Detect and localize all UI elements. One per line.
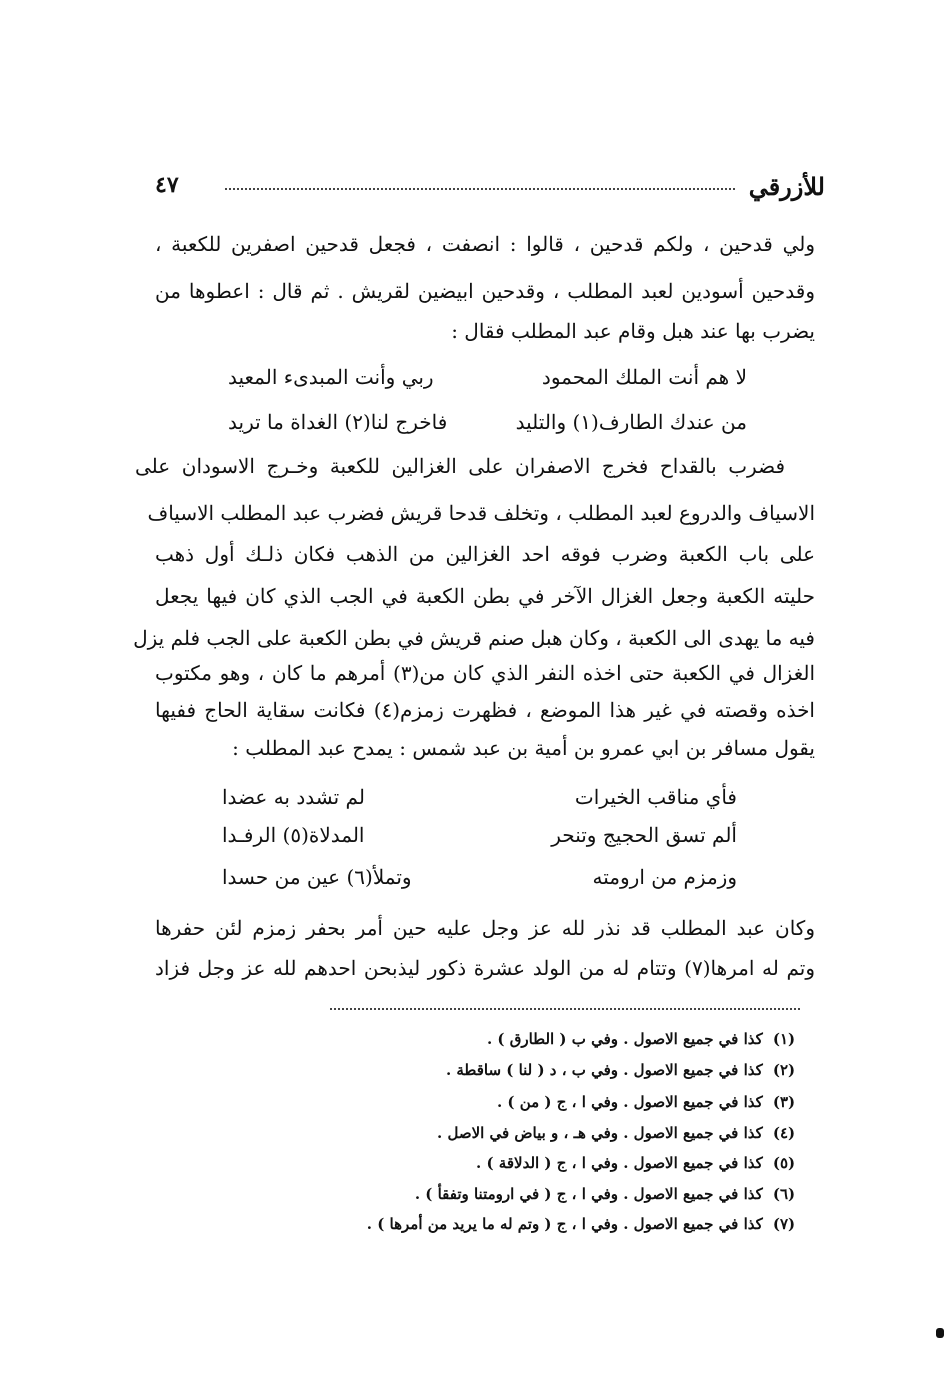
footnote-number: (٦) [772,1185,796,1203]
footnote [367,1215,800,1233]
text-line: يقول مسافر بن ابي عمرو بن أمية بن عبد شمس : يمدح عبد المطلب : [232,736,815,760]
footnote [476,1154,800,1172]
footnote-number: (٢) [772,1061,796,1079]
page-number: ٤٧ [155,172,179,198]
verse-hemistich-right: من عندك الطارف(١) والتليد [515,410,747,434]
verse-hemistich-right: وزمزم من ارومته [592,865,737,889]
verse-hemistich-right: ألم تسق الحجيج وتنحر [551,823,737,847]
footnote-text: كذا في جميع الاصول . وفي ا ، ج ( من ) . [496,1093,763,1111]
footnote [446,1061,800,1079]
text-line: ولي قدحين ، ولكم قدحين ، قالوا : انصفت ، فجعل قدحين اصفرين للكعبة ، [155,232,815,256]
text-line: فضرب بالقداح فخرج الاصفران على الغزالين للكعبة وخـرج الاسودان على [135,454,785,478]
verse-hemistich-right: لا هم أنت الملك المحمود [541,365,747,389]
footnote-text: كذا في جميع الاصول . وفي ا ، ج ( وتم له ما يريد من أمرها ) . [366,1215,763,1233]
footnote-number: (٤) [772,1124,796,1142]
verse-hemistich-left: ربي وأنت المبدىء المعيد [228,365,434,389]
text-line: وقدحين أسودين لعبد المطلب ، وقدحين ابيضين لقريش . ثم قال : اعطوها من [155,279,815,303]
text-line: وكان عبد المطلب قد نذر لله عز وجل عليه حين أمر بحفر زمزم لئن حفرها [155,916,815,940]
page-header [155,172,825,212]
footnote [497,1093,800,1111]
footnote-number: (٧) [772,1215,796,1233]
footnote-text: كذا في جميع الاصول . وفي هـ ، و بياض في الاصل . [437,1124,763,1142]
footnote-text: كذا في جميع الاصول . وفي ب ( الطارق ) . [486,1030,763,1048]
footnote-text: كذا في جميع الاصول . وفي ا ، ج ( الدلاقة ) . [476,1154,763,1172]
text-line: الاسياف والدروع لعبد المطلب ، وتخلف قدحا قريش فضرب عبد المطلب الاسياف [147,501,815,525]
text-line: على باب الكعبة وضرب فوقه احد الغزالين من الذهب فكان ذلـك أول ذهب [155,542,815,566]
footnote-number: (٣) [772,1093,796,1111]
running-title: للأزرقي [748,172,825,201]
text-line: حليته الكعبة وجعل الغزال الآخر في بطن الكعبة في الجب الذي كان فيها يجعل [155,584,815,608]
footnote [487,1030,800,1048]
verse-hemistich-left: لم تشدد به عضدا [222,785,365,809]
footnote-number: (١) [772,1030,796,1048]
verse-hemistich-left: المدلاة(٥) الرفـدا [222,823,365,847]
text-line: فيه ما يهدى الى الكعبة ، وكان هبل صنم قريش في بطن الكعبة على الجب فلم يزل [133,626,815,650]
text-line: الغزال في الكعبة حتى اخذه النفر الذي كان من(٣) أمرهم ما كان ، وهو مكتوب [155,661,816,685]
verse-hemistich-right: فأي مناقب الخيرات [574,785,737,809]
text-line: اخذه وقصته في غير هذا الموضع ، فظهرت زمزم(٤) فكانت سقاية الحاج ففيها [155,698,815,722]
text-line: يضرب بها عند هبل وقام عبد المطلب فقال : [451,319,815,343]
footnote-number: (٥) [772,1154,796,1172]
footnote-text: كذا في جميع الاصول . وفي ا ، ج ( في ارومتنا وتفقأ ) . [414,1185,763,1203]
footnote [415,1185,800,1203]
header-dotted-rule [225,188,735,190]
verse-hemistich-left: فاخرج لنا(٢) الغداة ما تريد [228,410,448,434]
verse-hemistich-left: وتملأ(٦) عين من حسدا [222,865,412,889]
footnote-separator [330,1008,800,1010]
scan-mark [936,1328,944,1338]
text-line: وتم له امرها(٧) وتتام له من الولد عشرة ذكور ليذبحن احدهم لله عز وجل فزاد [155,956,815,980]
footnote [437,1124,800,1142]
footnote-text: كذا في جميع الاصول . وفي ب ، د ( لنا ) ساقطة . [445,1061,763,1079]
